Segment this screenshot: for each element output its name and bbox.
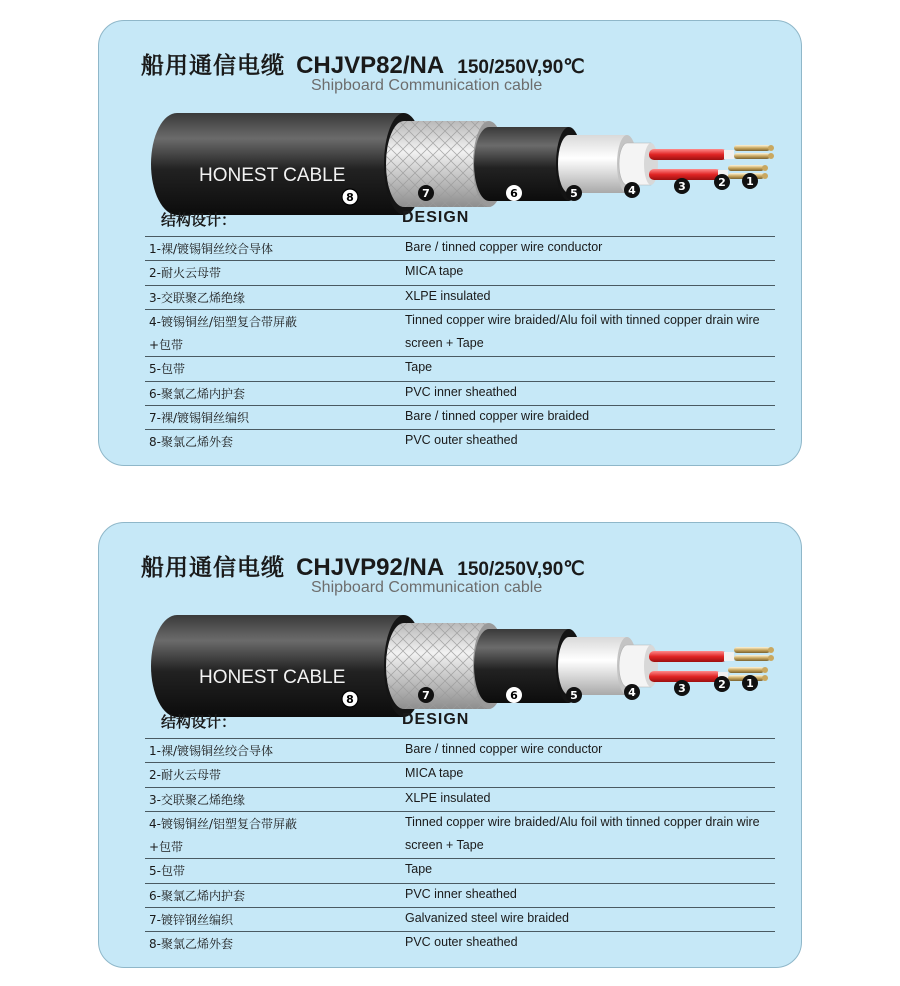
card-subtitle: Shipboard Communication cable <box>311 77 543 94</box>
layer-5-tape <box>558 135 627 193</box>
design-header-en: DESIGN <box>402 711 470 728</box>
component-cn: 3-交联聚乙烯绝缘 <box>149 290 245 305</box>
component-cn: +包带 <box>149 840 184 855</box>
svg-text:2: 2 <box>718 678 726 691</box>
component-cn: 8-聚氯乙烯外套 <box>149 435 233 450</box>
component-cn: 1-裸/镀锡铜丝绞合导体 <box>149 242 274 256</box>
model-number: CHJVP92/NA <box>296 554 445 581</box>
component-en: PVC outer sheathed <box>405 935 518 950</box>
card-subtitle: Shipboard Communication cable <box>311 579 543 596</box>
design-row <box>145 883 775 907</box>
layer-3-insulation-lower <box>649 671 721 682</box>
voltage-temperature-rating: 150/250V,90℃ <box>457 559 585 580</box>
model-number: CHJVP82/NA <box>296 52 445 79</box>
component-en: XLPE insulated <box>405 288 491 303</box>
component-cn: 1-裸/镀锡铜丝绞合导体 <box>149 744 274 758</box>
design-table <box>145 738 775 956</box>
layer-6-inner-sheath <box>474 127 569 201</box>
layer-3-insulation-upper <box>649 651 727 662</box>
design-row <box>145 858 775 882</box>
layer-2-mica-upper <box>724 150 734 159</box>
component-cn: 6-聚氯乙烯内护套 <box>149 386 245 401</box>
marker-3 <box>674 178 690 194</box>
design-header-cn: 结构设计： <box>161 713 237 731</box>
cable-spec-card <box>98 522 802 968</box>
design-row <box>145 835 775 858</box>
marker-4 <box>624 684 640 700</box>
design-row <box>145 762 775 786</box>
component-en: Bare / tinned copper wire braided <box>405 409 590 424</box>
marker-7 <box>418 687 434 703</box>
component-cn: 6-聚氯乙烯内护套 <box>149 888 245 903</box>
marker-5 <box>566 185 582 201</box>
marker-1 <box>742 173 758 189</box>
component-en: PVC inner sheathed <box>405 384 517 399</box>
design-row <box>145 285 775 309</box>
component-en: Tinned copper wire braided/Alu foil with tinned copper drain wire <box>405 312 760 327</box>
design-row <box>145 429 775 453</box>
design-row <box>145 309 775 333</box>
svg-text:2: 2 <box>718 176 726 189</box>
card-title <box>141 47 585 80</box>
design-row <box>145 907 775 931</box>
layer-6-inner-sheath <box>474 629 569 703</box>
marker-2 <box>714 676 730 692</box>
design-row <box>145 260 775 284</box>
design-row <box>145 236 775 260</box>
component-cn: 3-交联聚乙烯绝缘 <box>149 792 245 807</box>
component-en: Tape <box>405 862 433 877</box>
layer-8-outer-sheath <box>151 113 404 215</box>
component-en: MICA tape <box>405 766 464 781</box>
marker-4 <box>624 182 640 198</box>
layer-5-tape <box>558 637 627 695</box>
marker-7 <box>418 185 434 201</box>
layer-2-mica-upper <box>724 652 734 661</box>
component-en: Bare / tinned copper wire conductor <box>405 240 603 254</box>
design-row <box>145 738 775 762</box>
title-cn: 船用通信电缆 <box>141 555 285 581</box>
component-cn: 5-包带 <box>149 864 185 879</box>
design-row <box>145 381 775 405</box>
component-en: XLPE insulated <box>405 790 491 805</box>
component-en: Tinned copper wire braided/Alu foil with tinned copper drain wire <box>405 814 760 829</box>
layer-8-outer-sheath <box>151 615 404 717</box>
design-header-en: DESIGN <box>402 209 470 226</box>
component-cn: 5-包带 <box>149 362 185 377</box>
component-en: screen + Tape <box>405 838 484 853</box>
svg-text:3: 3 <box>678 682 686 695</box>
component-en: Bare / tinned copper wire conductor <box>405 742 603 756</box>
marker-8 <box>342 189 358 205</box>
component-en: MICA tape <box>405 264 464 279</box>
svg-text:8: 8 <box>346 693 354 706</box>
design-table <box>145 236 775 454</box>
marker-1 <box>742 675 758 691</box>
svg-text:8: 8 <box>346 191 354 204</box>
component-cn: 2-耐火云母带 <box>149 266 221 281</box>
component-cn: 4-镀锡铜丝/铝塑复合带屏蔽 <box>149 816 298 831</box>
title-cn: 船用通信电缆 <box>141 53 285 79</box>
component-en: Galvanized steel wire braided <box>405 911 569 926</box>
component-en: screen + Tape <box>405 336 484 351</box>
svg-text:5: 5 <box>570 187 578 200</box>
design-row <box>145 811 775 835</box>
component-en: PVC outer sheathed <box>405 433 518 448</box>
component-cn: +包带 <box>149 338 184 353</box>
svg-text:1: 1 <box>746 677 754 690</box>
marker-6 <box>506 687 522 703</box>
svg-text:4: 4 <box>628 184 636 197</box>
svg-text:5: 5 <box>570 689 578 702</box>
marker-8 <box>342 691 358 707</box>
design-row <box>145 333 775 356</box>
component-en: Tape <box>405 360 433 375</box>
marker-5 <box>566 687 582 703</box>
design-row <box>145 931 775 955</box>
design-row <box>145 787 775 811</box>
component-cn: 8-聚氯乙烯外套 <box>149 937 233 952</box>
component-cn: 4-镀锡铜丝/铝塑复合带屏蔽 <box>149 314 298 329</box>
svg-text:6: 6 <box>510 187 518 200</box>
brand-label: HONEST CABLE <box>199 165 346 186</box>
svg-text:7: 7 <box>422 689 430 702</box>
card-title <box>141 549 585 582</box>
design-row <box>145 405 775 429</box>
design-header-cn: 结构设计： <box>161 211 237 229</box>
layer-3-insulation-upper <box>649 149 727 160</box>
voltage-temperature-rating: 150/250V,90℃ <box>457 57 585 78</box>
component-cn: 7-镀锌钢丝编织 <box>149 913 233 928</box>
svg-text:7: 7 <box>422 187 430 200</box>
svg-text:3: 3 <box>678 180 686 193</box>
svg-text:4: 4 <box>628 686 636 699</box>
marker-3 <box>674 680 690 696</box>
svg-text:1: 1 <box>746 175 754 188</box>
cable-spec-card <box>98 20 802 466</box>
svg-text:6: 6 <box>510 689 518 702</box>
marker-2 <box>714 174 730 190</box>
component-en: PVC inner sheathed <box>405 886 517 901</box>
brand-label: HONEST CABLE <box>199 667 346 688</box>
component-cn: 2-耐火云母带 <box>149 768 221 783</box>
layer-3-insulation-lower <box>649 169 721 180</box>
marker-6 <box>506 185 522 201</box>
component-cn: 7-裸/镀锡铜丝编织 <box>149 411 250 426</box>
design-row <box>145 356 775 380</box>
